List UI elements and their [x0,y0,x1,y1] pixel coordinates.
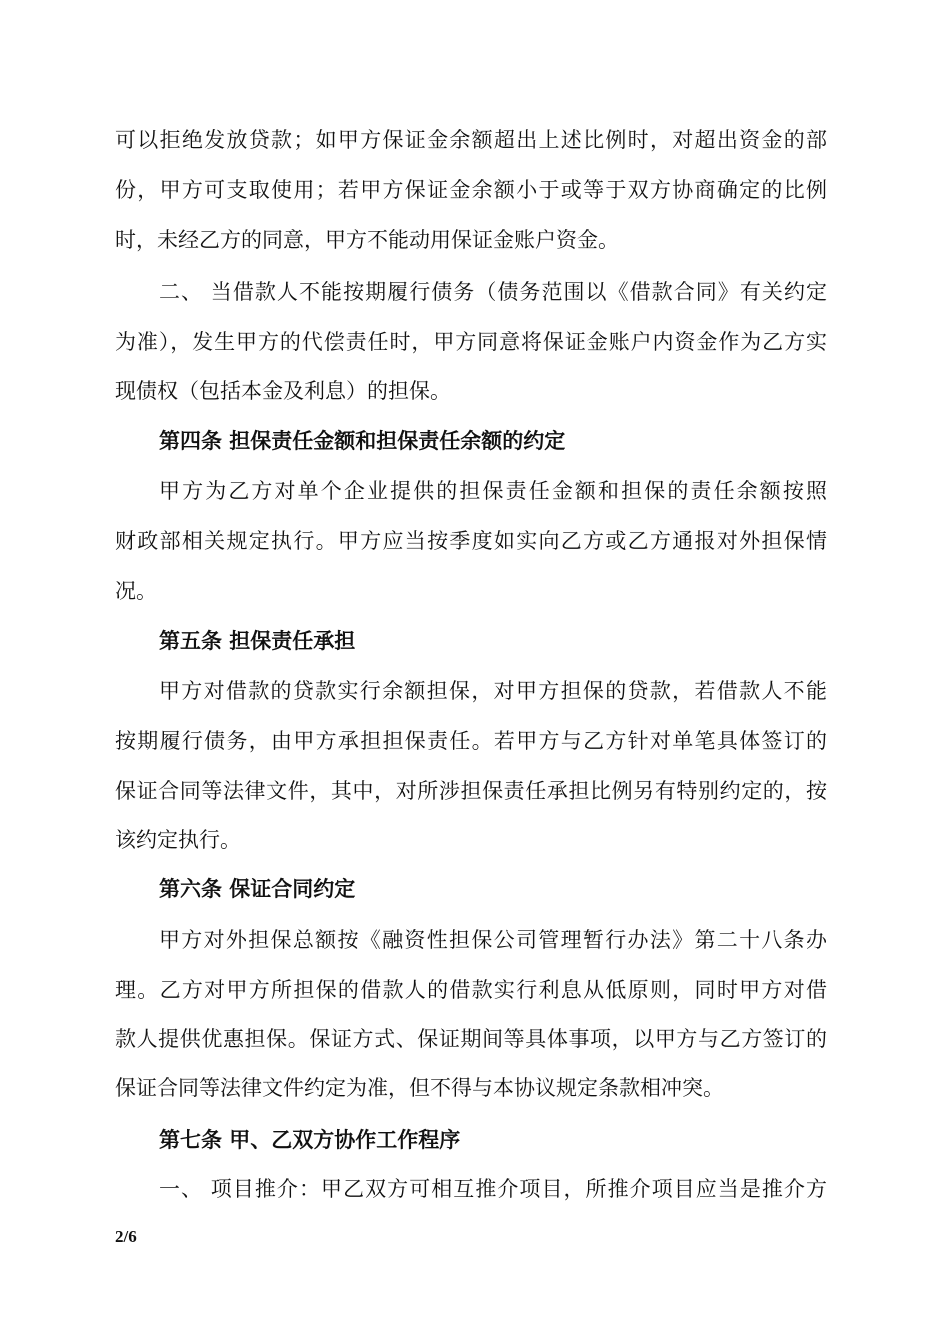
page-number: 2/6 [115,1227,137,1246]
paragraph-line: 保证合同等法律文件约定为准，但不得与本协议规定条款相冲突。 [115,1076,724,1100]
paragraph-line: 可以拒绝发放贷款；如甲方保证金余额超出上述比例时，对超出资金的部 [115,128,827,152]
paragraph-line: 财政部相关规定执行。甲方应当按季度如实向乙方或乙方通报对外担保情 [115,529,827,553]
paragraph-line: 款人提供优惠担保。保证方式、保证期间等具体事项，以甲方与乙方签订的 [115,1027,827,1051]
paragraph-line: 甲方对借款的贷款实行余额担保，对甲方担保的贷款，若借款人不能 [159,679,827,703]
paragraph-line: 甲方对外担保总额按《融资性担保公司管理暂行办法》第二十八条办 [159,928,827,952]
paragraph-line: 二、 当借款人不能按期履行债务（债务范围以《借款合同》有关约定 [159,280,827,304]
paragraph-line: 时，未经乙方的同意，甲方不能动用保证金账户资金。 [115,228,619,252]
section-heading-article-4: 第四条 担保责任金额和担保责任余额的约定 [159,429,566,453]
paragraph-line: 现债权（包括本金及利息）的担保。 [115,379,451,403]
paragraph-line: 况。 [115,579,157,603]
section-heading-article-7: 第七条 甲、乙双方协作工作程序 [159,1128,461,1152]
section-heading-article-6: 第六条 保证合同约定 [159,877,356,901]
paragraph-line: 该约定执行。 [115,828,241,852]
section-heading-article-5: 第五条 担保责任承担 [159,629,356,653]
paragraph-line: 一、 项目推介：甲乙双方可相互推介项目，所推介项目应当是推介方 [159,1177,827,1201]
paragraph-line: 保证合同等法律文件，其中，对所涉担保责任承担比例另有特别约定的，按 [115,779,827,803]
paragraph-line: 理。乙方对甲方所担保的借款人的借款实行利息从低原则，同时甲方对借 [115,978,827,1002]
paragraph-line: 份，甲方可支取使用；若甲方保证金余额小于或等于双方协商确定的比例 [115,178,827,202]
paragraph-line: 为准），发生甲方的代偿责任时，甲方同意将保证金账户内资金作为乙方实 [115,330,827,354]
paragraph-line: 甲方为乙方对单个企业提供的担保责任金额和担保的责任余额按照 [159,479,827,503]
paragraph-line: 按期履行债务，由甲方承担担保责任。若甲方与乙方针对单笔具体签订的 [115,729,827,753]
